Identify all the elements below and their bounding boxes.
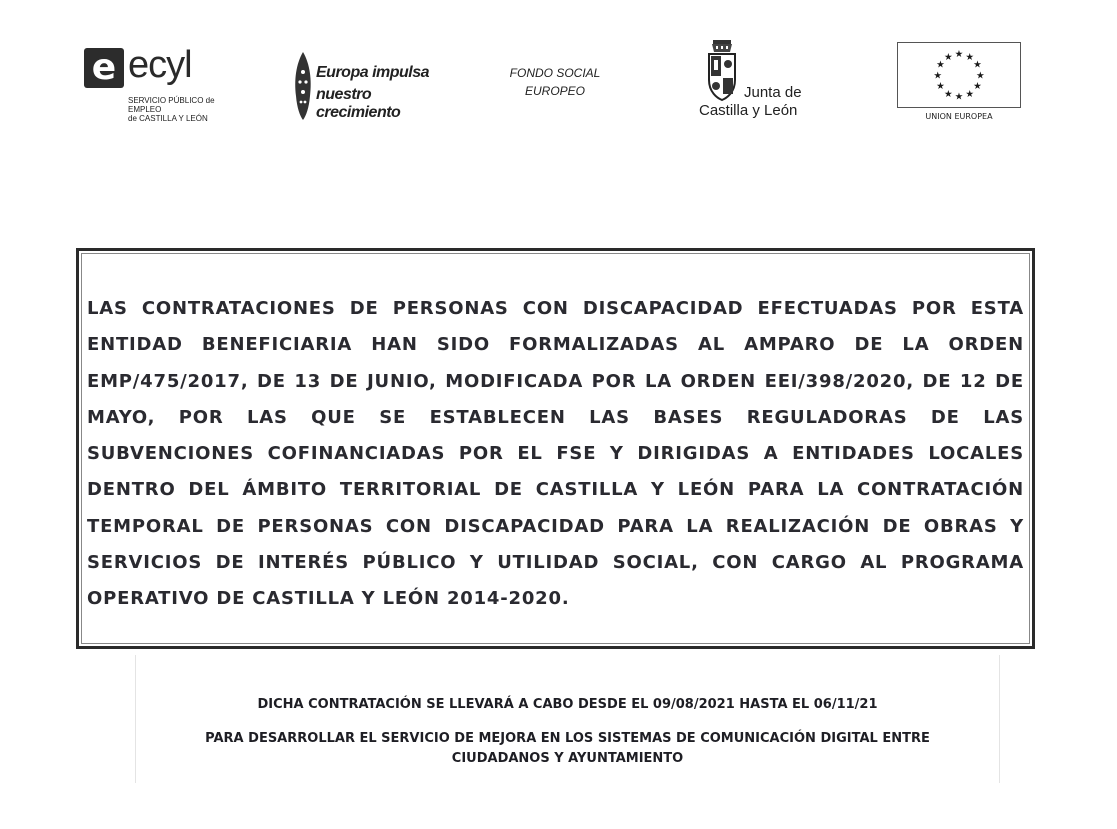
ecyl-logo <box>84 44 234 123</box>
contract-purpose <box>166 729 969 769</box>
junta-line2: Castilla y León <box>699 102 798 119</box>
ecyl-subtitle-line2: de CASTILLA Y LEÓN <box>128 114 208 123</box>
main-notice-text: LAS CONTRATACIONES DE PERSONAS CON DISCAPACIDAD EFECTUADAS POR ESTA ENTIDAD BENEFICIARIA HAN SIDO FORMALIZADAS AL AMPARO DE LA ORDEN EMP/475/2017, DE 13 DE JUNIO, MODIFICADA POR LA ORDEN EEI/398/2020, DE 12 DE MAYO, POR LAS QUE SE ESTABLECEN LAS BASES REGULADORAS DE LAS SUBVENCIONES COFINANCIADAS POR EL FSE Y DIRIGIDAS A ENTIDADES LOCALES DENTRO DEL ÁMBITO TERRITORIAL DE CASTILLA Y LEÓN PARA LA CONTRATACIÓN TEMPORAL DE PERSONAS CON DISCAPACIDAD PARA LA REALIZACIÓN DE OBRAS Y SERVICIOS DE INTERÉS PÚBLICO Y UTILIDAD SOCIAL, CON CARGO AL PROGRAMA OPERATIVO DE CASTILLA Y LEÓN 2014-2020. <box>87 298 1024 610</box>
junta-line1: Junta de <box>744 84 802 101</box>
fondo-social-europeo-label <box>500 64 610 100</box>
eu-star-icon: ★ <box>973 81 982 93</box>
contract-details-box <box>135 655 1000 783</box>
eu-star-icon: ★ <box>933 70 943 82</box>
eu-label: UNION EUROPEA <box>925 112 993 121</box>
eu-logo <box>897 42 1023 126</box>
europa-impulsa-logo <box>292 50 432 122</box>
eu-star-icon: ★ <box>973 59 982 71</box>
ecyl-logo-text: ecyl <box>128 44 192 86</box>
eu-star-icon: ★ <box>943 51 953 63</box>
eu-star-icon: ★ <box>936 81 945 93</box>
eu-star-icon: ★ <box>954 91 964 103</box>
ecyl-subtitle-line1: SERVICIO PÚBLICO de EMPLEO <box>128 96 215 114</box>
junta-castilla-leon-logo <box>697 40 827 124</box>
europa-line1: Europa impulsa <box>316 64 430 81</box>
eu-star-icon: ★ <box>943 88 953 100</box>
junta-coat-of-arms-icon <box>707 40 737 104</box>
ecyl-subtitle <box>128 96 238 123</box>
fondo-line1: FONDO SOCIAL <box>509 66 601 80</box>
eu-star-icon: ★ <box>936 59 945 71</box>
eu-star-icon: ★ <box>965 51 975 63</box>
eu-star-icon: ★ <box>975 70 985 82</box>
fondo-line2: EUROPEO <box>524 84 585 98</box>
eu-star-icon: ★ <box>965 88 975 100</box>
eu-flag-icon <box>897 42 1021 108</box>
logo-header <box>0 0 1117 140</box>
eu-star-icon: ★ <box>954 49 964 61</box>
europa-emblem-icon <box>292 50 314 122</box>
europa-line2: nuestro crecimiento <box>316 86 401 121</box>
contract-purpose-line1: PARA DESARROLLAR EL SERVICIO DE MEJORA EN LOS SISTEMAS DE COMUNICACIÓN DIGITAL ENTRE <box>205 731 930 746</box>
ecyl-e-mark-icon: e <box>84 48 124 88</box>
main-notice-box <box>76 248 1035 649</box>
contract-purpose-line2: CIUDADANOS Y AYUNTAMIENTO <box>451 751 684 766</box>
contract-dates: DICHA CONTRATACIÓN SE LLEVARÁ A CABO DESDE EL 09/08/2021 HASTA EL 06/11/21 <box>257 697 878 712</box>
